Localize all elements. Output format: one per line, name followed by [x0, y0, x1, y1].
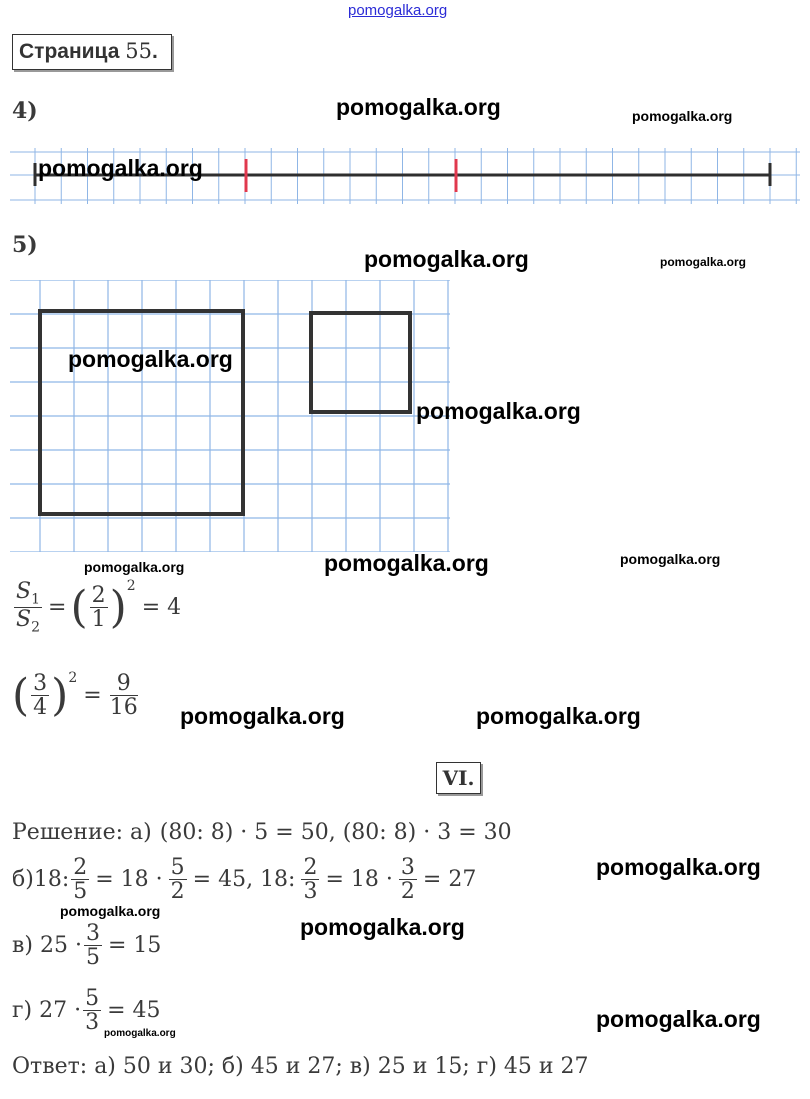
fraction-denominator: 3: [85, 1010, 100, 1036]
solution-line-b: [12, 856, 476, 903]
watermark: pomogalka.org: [60, 903, 161, 919]
watermark: pomogalka.org: [68, 346, 233, 372]
watermark: pomogalka.org: [336, 94, 501, 120]
watermark: pomogalka.org: [476, 703, 641, 729]
small-square: [311, 313, 410, 412]
task4-label: 4): [12, 98, 38, 124]
task5-label: 5): [12, 232, 38, 258]
solution-a-expression: (80: 8) · 5 = 50, (80: 8) · 3 = 30: [159, 820, 512, 845]
solution-b-result: = 27: [422, 867, 477, 893]
section-vi-dot: .: [467, 766, 475, 790]
watermark: pomogalka.org: [596, 854, 761, 880]
solution-v-result: = 15: [107, 933, 162, 959]
solution-g-prefix: г) 27 ·: [12, 998, 82, 1024]
fraction: [84, 922, 102, 969]
fraction-s1-s2: [14, 580, 42, 635]
s2-subscript: 2: [31, 619, 40, 636]
fraction-numerator: 2: [91, 582, 106, 608]
fraction: [399, 856, 417, 903]
fraction: [169, 856, 187, 903]
equals-sign: =: [48, 595, 67, 621]
watermark: pomogalka.org: [596, 1006, 761, 1032]
fraction-numerator: 9: [110, 672, 138, 696]
section-vi-box: [436, 762, 481, 794]
top-watermark-link[interactable]: pomogalka.org: [348, 2, 448, 19]
watermark: pomogalka.org: [660, 255, 747, 269]
s1-symbol: S: [16, 579, 32, 604]
exponent: 2: [68, 670, 78, 686]
watermark: pomogalka.org: [104, 1028, 176, 1039]
page-header-number: 55: [125, 39, 152, 63]
ratio-result: = 4: [141, 595, 182, 621]
fraction-3-4: [31, 672, 49, 719]
watermark: pomogalka.org: [38, 155, 203, 181]
section-vi-label: VI: [442, 766, 468, 790]
solution-b-prefix: б)18:: [12, 867, 70, 893]
formula-area-ratio: $\frac{S_1}{S_2}$ = ( $\frac{2}{1}$ ) $^2$ = 4: [16, 578, 182, 636]
fraction-numerator: 5: [170, 855, 185, 880]
fraction-numerator: 2: [73, 855, 88, 880]
watermark: pomogalka.org: [324, 550, 489, 576]
fraction-numerator: 3: [85, 921, 100, 946]
fraction-denominator: 2: [400, 879, 415, 905]
s1-subscript: 1: [31, 591, 40, 608]
fraction-numerator: 3: [400, 855, 415, 880]
formula-square-of-fraction: ( $\frac{3}{4}$ ) $^2$ = $\frac{9}{16}$: [12, 669, 138, 721]
equals-sign: =: [83, 683, 102, 709]
watermark: pomogalka.org: [620, 551, 721, 567]
fraction: [71, 856, 89, 903]
fraction: [301, 856, 319, 903]
watermark: pomogalka.org: [632, 108, 733, 124]
fraction-denominator: 5: [73, 879, 88, 905]
s2-symbol: S: [16, 607, 32, 633]
fraction-denominator: 2: [170, 879, 185, 905]
fraction-numerator: 3: [33, 671, 48, 696]
solution-line-a: [12, 820, 512, 845]
solution-v-prefix: в) 25 ·: [12, 933, 82, 959]
fraction-numerator: 5: [85, 986, 100, 1011]
solution-a-prefix: Решение: а): [12, 820, 152, 845]
squares-figure: [10, 280, 450, 552]
page-header-dot: .: [151, 40, 158, 63]
watermark: pomogalka.org: [180, 703, 345, 729]
solution-b-part: = 18 ·: [95, 867, 163, 893]
page-header-label: Страница: [19, 40, 120, 63]
watermark: pomogalka.org: [300, 914, 465, 940]
fraction-denominator: 16: [109, 695, 138, 721]
solution-g-result: = 45: [107, 998, 161, 1024]
fraction-denominator: 3: [303, 879, 318, 905]
watermark: pomogalka.org: [364, 246, 529, 272]
watermark: pomogalka.org: [416, 398, 581, 424]
fraction-denominator: 1: [91, 607, 106, 633]
fraction-numerator: 2: [303, 855, 318, 880]
fraction: [83, 987, 101, 1034]
solution-b-part: = 45, 18:: [192, 867, 296, 893]
solution-line-v: [12, 922, 161, 969]
exponent: 2: [126, 578, 136, 594]
solution-b-part: = 18 ·: [325, 867, 393, 893]
fraction-2-1: [90, 584, 108, 631]
answer-line: Ответ: а) 50 и 30; б) 45 и 27; в) 25 и 15; г) 45 и 27: [12, 1054, 589, 1079]
fraction-denominator: 4: [33, 695, 48, 721]
fraction-9-16: [110, 672, 138, 719]
watermark: pomogalka.org: [84, 559, 185, 575]
fraction-denominator: 5: [85, 945, 100, 971]
page-header-box: [12, 34, 172, 70]
